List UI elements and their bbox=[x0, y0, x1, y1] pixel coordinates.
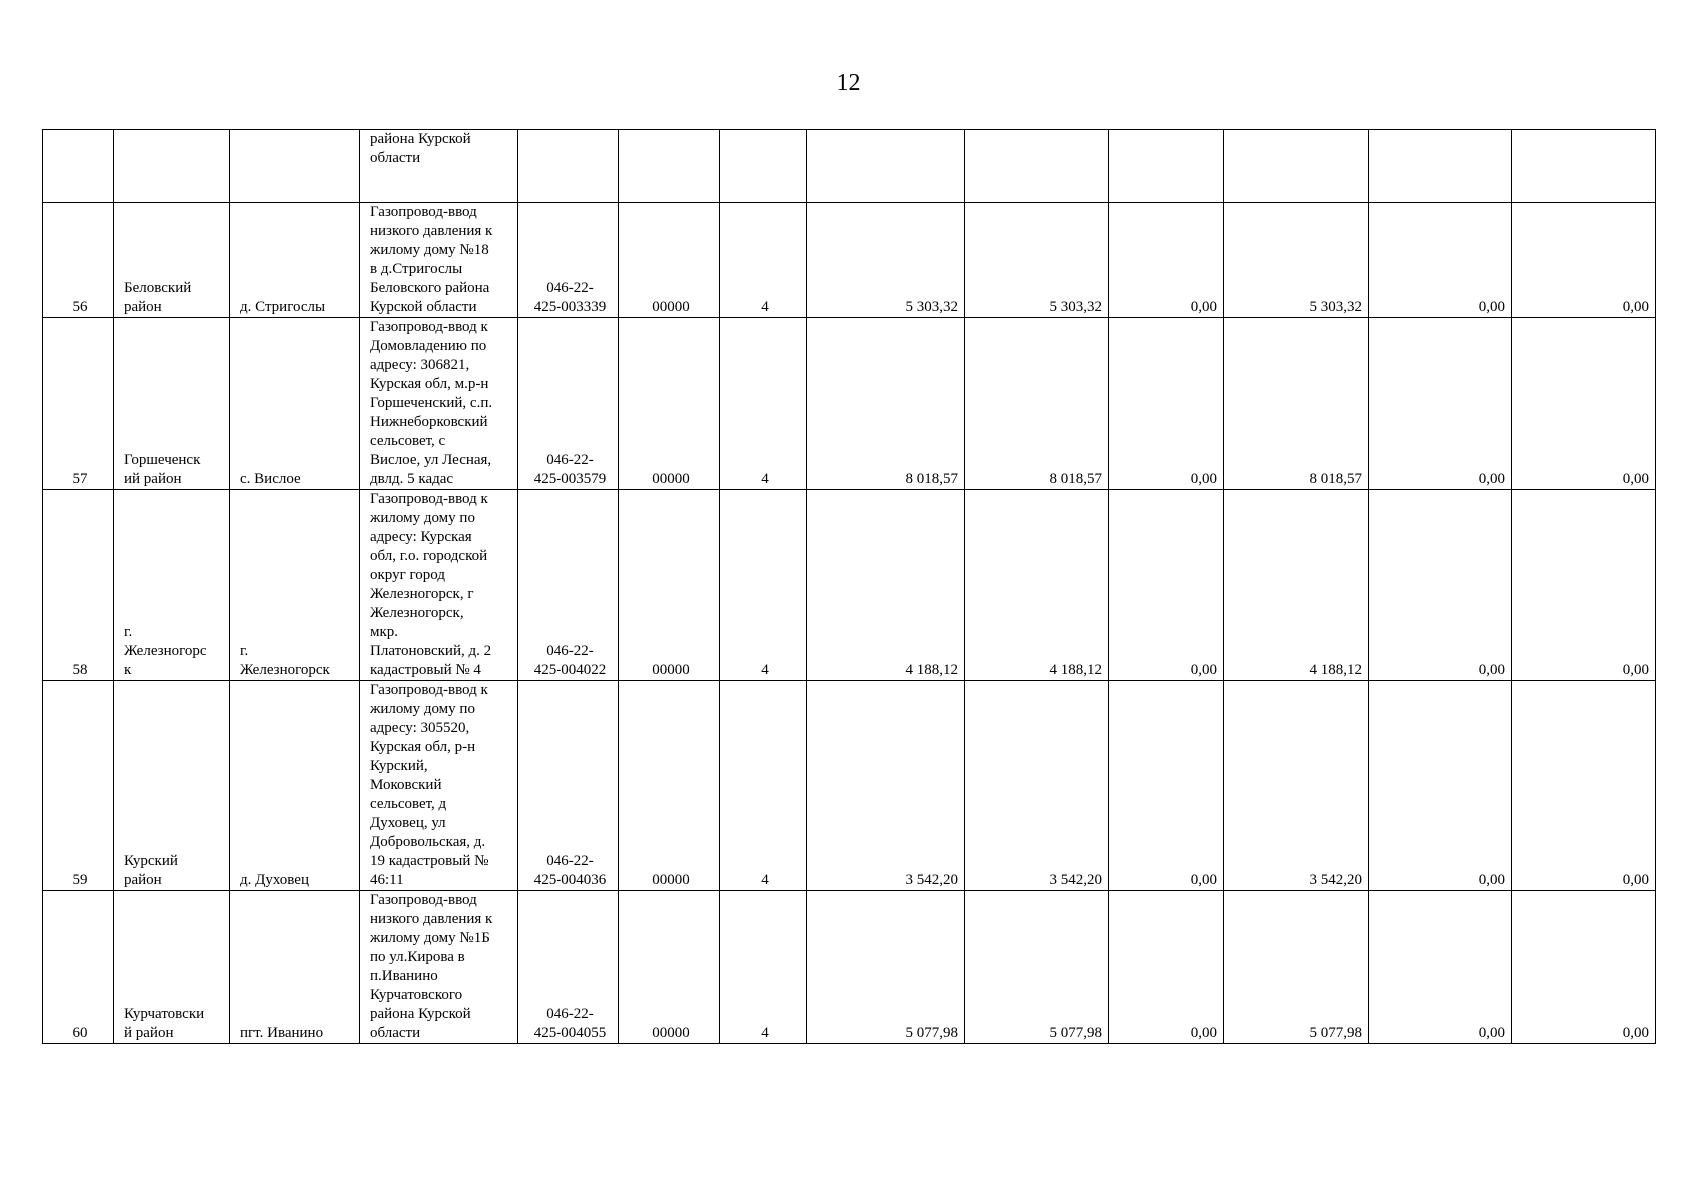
row-number: 60 bbox=[43, 891, 114, 1044]
district-cell: Курский район bbox=[114, 681, 230, 891]
cadastral-cell: 046-22- 425-004055 bbox=[518, 891, 619, 1044]
value-cell: 5 303,32 bbox=[1224, 203, 1369, 318]
value-cell: 0,00 bbox=[1512, 891, 1656, 1044]
row-number: 59 bbox=[43, 681, 114, 891]
value-cell: 4 188,12 bbox=[1224, 490, 1369, 681]
locality-cell: г. Железногорск bbox=[230, 490, 360, 681]
table-row bbox=[43, 681, 1656, 891]
object-cell: Газопровод-ввод к жилому дому по адресу: Курская обл, г.о. городской округ город Железногорск, г Железногорск, мкр. Платоновский, д. 2 кадастровый № 4 bbox=[360, 490, 518, 681]
object-cell: Газопровод-ввод низкого давления к жилому дому №1Б по ул.Кирова в п.Иванино Курчатовского района Курской области bbox=[360, 891, 518, 1044]
value-cell: 5 077,98 bbox=[965, 891, 1109, 1044]
table-row bbox=[43, 490, 1656, 681]
district-cell: Курчатовски й район bbox=[114, 891, 230, 1044]
value-cell: 3 542,20 bbox=[807, 681, 965, 891]
code-cell: 00000 bbox=[619, 203, 720, 318]
kind-cell: 4 bbox=[720, 891, 807, 1044]
value-cell: 5 303,32 bbox=[965, 203, 1109, 318]
value-cell: 0,00 bbox=[1369, 318, 1512, 490]
kind-cell: 4 bbox=[720, 681, 807, 891]
table-row bbox=[43, 318, 1656, 490]
value-cell: 8 018,57 bbox=[807, 318, 965, 490]
value-cell: 0,00 bbox=[1512, 490, 1656, 681]
cadastral-cell: 046-22- 425-004036 bbox=[518, 681, 619, 891]
value-cell: 0,00 bbox=[1109, 681, 1224, 891]
locality-cell: с. Вислое bbox=[230, 318, 360, 490]
value-cell: 0,00 bbox=[1369, 891, 1512, 1044]
cadastral-cell: 046-22- 425-004022 bbox=[518, 490, 619, 681]
value-cell: 0,00 bbox=[1512, 681, 1656, 891]
value-cell: 8 018,57 bbox=[1224, 318, 1369, 490]
value-cell: 5 303,32 bbox=[807, 203, 965, 318]
code-cell: 00000 bbox=[619, 891, 720, 1044]
value-cell: 0,00 bbox=[1369, 490, 1512, 681]
table-row bbox=[43, 203, 1656, 318]
table-row bbox=[43, 130, 1656, 203]
value-cell: 5 077,98 bbox=[807, 891, 965, 1044]
kind-cell: 4 bbox=[720, 318, 807, 490]
value-cell: 5 077,98 bbox=[1224, 891, 1369, 1044]
object-cell: Газопровод-ввод к Домовладению по адресу: 306821, Курская обл, м.р-н Горшеченский, с.п. Нижнеборковский сельсовет, с Вислое, ул Лесная, двлд. 5 кадас bbox=[360, 318, 518, 490]
value-cell: 4 188,12 bbox=[965, 490, 1109, 681]
value-cell: 0,00 bbox=[1109, 318, 1224, 490]
value-cell: 0,00 bbox=[1512, 203, 1656, 318]
row-number: 58 bbox=[43, 490, 114, 681]
row-number: 57 bbox=[43, 318, 114, 490]
value-cell: 0,00 bbox=[1369, 203, 1512, 318]
cadastral-cell: 046-22- 425-003339 bbox=[518, 203, 619, 318]
value-cell: 0,00 bbox=[1369, 681, 1512, 891]
value-cell: 0,00 bbox=[1109, 490, 1224, 681]
row-number: 56 bbox=[43, 203, 114, 318]
code-cell: 00000 bbox=[619, 490, 720, 681]
kind-cell: 4 bbox=[720, 490, 807, 681]
locality-cell: пгт. Иванино bbox=[230, 891, 360, 1044]
table-row bbox=[43, 891, 1656, 1044]
locality-cell: д. Стригослы bbox=[230, 203, 360, 318]
district-cell: Беловский район bbox=[114, 203, 230, 318]
kind-cell: 4 bbox=[720, 203, 807, 318]
district-cell: Горшеченск ий район bbox=[114, 318, 230, 490]
object-cell: Газопровод-ввод к жилому дому по адресу: 305520, Курская обл, р-н Курский, Моковский сельсовет, д Духовец, ул Добровольская, д. 19 кадастровый № 46:11 bbox=[360, 681, 518, 891]
data-table bbox=[42, 129, 1656, 1044]
code-cell: 00000 bbox=[619, 318, 720, 490]
value-cell: 4 188,12 bbox=[807, 490, 965, 681]
code-cell: 00000 bbox=[619, 681, 720, 891]
value-cell: 0,00 bbox=[1109, 203, 1224, 318]
cadastral-cell: 046-22- 425-003579 bbox=[518, 318, 619, 490]
locality-cell: д. Духовец bbox=[230, 681, 360, 891]
value-cell: 8 018,57 bbox=[965, 318, 1109, 490]
value-cell: 3 542,20 bbox=[965, 681, 1109, 891]
object-cell: Газопровод-ввод низкого давления к жилому дому №18 в д.Стригослы Беловского района Курской области bbox=[360, 203, 518, 318]
value-cell: 0,00 bbox=[1512, 318, 1656, 490]
value-cell: 3 542,20 bbox=[1224, 681, 1369, 891]
object-cell: района Курской области bbox=[360, 130, 518, 203]
page-number: 12 bbox=[836, 70, 861, 96]
value-cell: 0,00 bbox=[1109, 891, 1224, 1044]
district-cell: г. Железногорс к bbox=[114, 490, 230, 681]
